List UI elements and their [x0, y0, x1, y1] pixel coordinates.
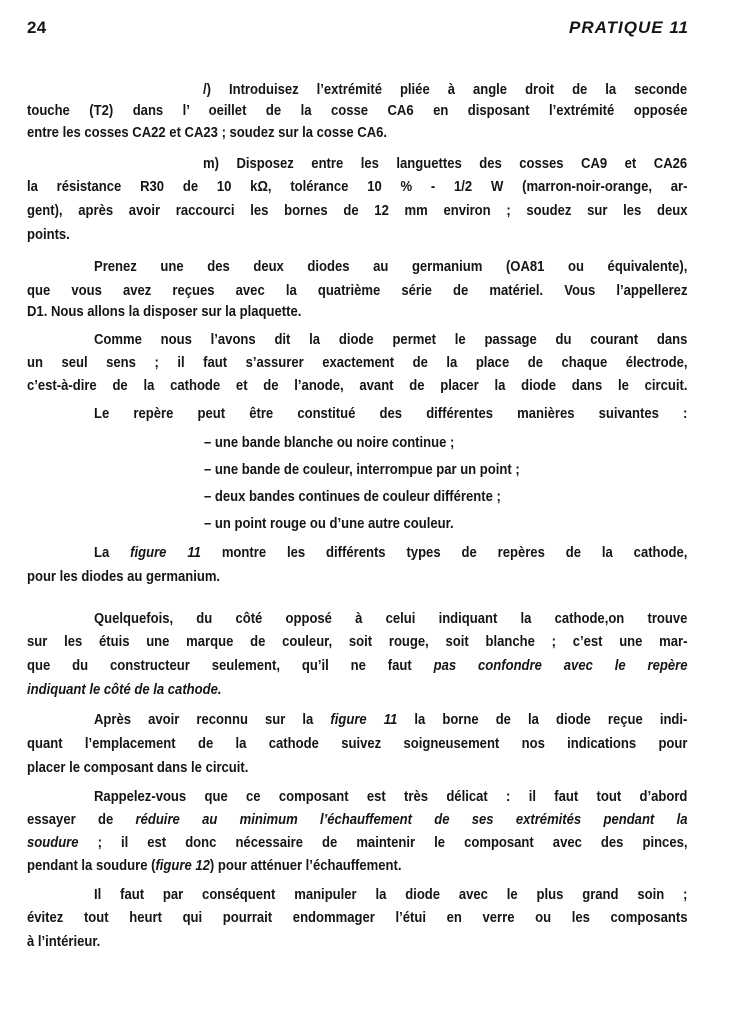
text-line: [27, 856, 687, 876]
text-line: entre les cosses CA22 et CA23 ; soudez sur la cosse CA6.: [27, 124, 388, 141]
emphasis-text: pas confondre avec le repère: [433, 657, 688, 674]
list-item: – un point rouge ou d’une autre couleur.: [204, 515, 454, 532]
text-line: [94, 710, 687, 730]
text-line: points.: [27, 226, 70, 243]
text-line: Quelquefois, du côté opposé à celui indiquant la cathode,on trouve: [94, 610, 688, 627]
page-number: 24: [27, 18, 47, 37]
text-line: Il faut par conséquent manipuler la diode avec le plus grand soin ;: [94, 886, 688, 903]
text-span: montre les différents types de repères de la cathode,: [200, 544, 688, 561]
emphasis-text: soudure: [27, 834, 79, 851]
text-span: Après avoir reconnu sur la: [94, 711, 331, 728]
text-line: pour les diodes au germanium.: [27, 568, 221, 585]
text-line: à l’intérieur.: [27, 933, 101, 950]
text-line: [94, 543, 687, 563]
text-line: un seul sens ; il faut s’assurer exactement de la place de chaque électrode,: [27, 354, 688, 371]
text-span: essayer de: [27, 811, 136, 828]
text-line: Comme nous l’avons dit la diode permet le passage du courant dans: [94, 331, 688, 348]
text-line: quant l’emplacement de la cathode suivez soigneusement nos indications pour: [27, 735, 688, 752]
text-span: ) pour atténuer l’échauffement.: [209, 857, 402, 874]
list-item: – une bande de couleur, interrompue par un point ;: [204, 461, 520, 478]
emphasis-text: réduire au minimum l’échauffement de ses extrémités pendant la: [135, 811, 688, 828]
text-line: la résistance R30 de 10 kΩ, tolérance 10 % - 1/2 W (marron-noir-orange, ar-: [27, 178, 688, 195]
text-line: [27, 833, 687, 853]
list-item: – une bande blanche ou noire continue ;: [204, 434, 455, 451]
text-line: c’est-à-dire de la cathode et de l’anode, avant de placer la diode dans le circuit.: [27, 377, 688, 394]
text-line: Rappelez-vous que ce composant est très délicat : il faut tout d’abord: [94, 788, 688, 805]
text-line: Le repère peut être constitué des différentes manières suivantes :: [94, 405, 688, 422]
text-line: [27, 656, 687, 676]
text-span: La: [94, 544, 131, 561]
text-line: touche (T2) dans l’ oeillet de la cosse CA6 en disposant l’extrémité opposée: [27, 102, 688, 119]
text-span: ; il est donc nécessaire de maintenir le composant avec des pinces,: [78, 834, 688, 851]
text-line: gent), après avoir raccourci les bornes de 12 mm environ ; soudez sur les deux: [27, 202, 688, 219]
text-line: D1. Nous allons la disposer sur la plaquette.: [27, 303, 302, 320]
text-line: [27, 810, 687, 830]
figure-reference: figure 12: [155, 857, 210, 874]
text-span: la borne de la diode reçue indi-: [397, 711, 688, 728]
text-line: [27, 680, 687, 700]
text-line: que vous avez reçues avec la quatrième série de matériel. Vous l’appellerez: [27, 282, 688, 299]
figure-reference: figure 11: [330, 711, 398, 728]
text-line: m) Disposez entre les languettes des cosses CA9 et CA26: [203, 155, 688, 172]
text-line: sur les étuis une marque de couleur, soit rouge, soit blanche ; c’est une mar-: [27, 633, 688, 650]
text-line: placer le composant dans le circuit.: [27, 759, 249, 776]
list-item: – deux bandes continues de couleur différente ;: [204, 488, 501, 505]
text-span: que du constructeur seulement, qu’il ne faut: [27, 657, 434, 674]
text-line: évitez tout heurt qui pourrait endommager l’étui en verre ou les composants: [27, 909, 688, 926]
text-line: Prenez une des deux diodes au germanium (OA81 ou équivalente),: [94, 258, 688, 275]
emphasis-text: indiquant le côté de la cathode.: [27, 681, 222, 698]
running-title: PRATIQUE 11: [569, 18, 689, 37]
figure-reference: figure 11: [130, 544, 201, 561]
text-line: /) Introduisez l’extrémité pliée à angle droit de la seconde: [203, 81, 688, 98]
text-span: pendant la soudure (: [27, 857, 156, 874]
